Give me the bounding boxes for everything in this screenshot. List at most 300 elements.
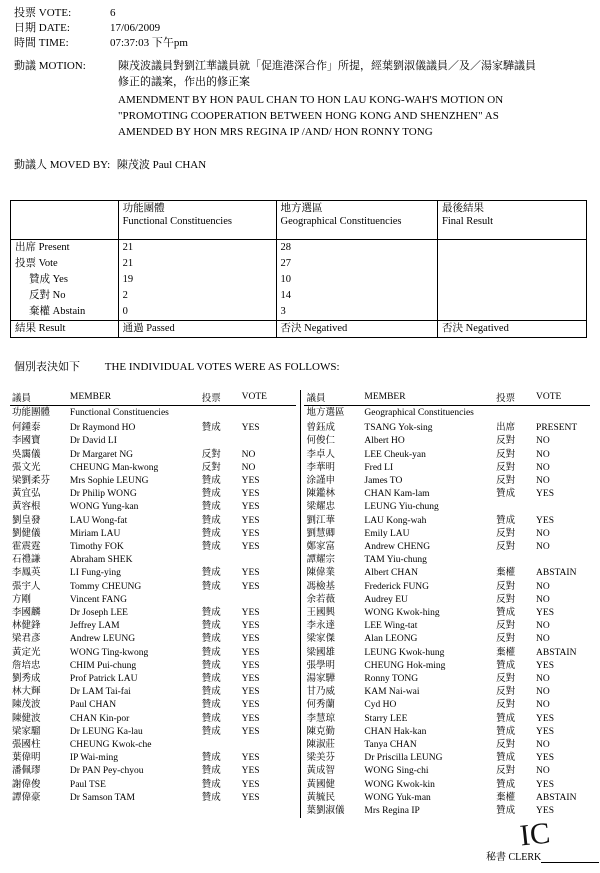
member-name-en: Emily LAU xyxy=(364,528,410,539)
member-name-zh: 梁家傑 xyxy=(306,634,335,645)
member-name-zh: 吳靄儀 xyxy=(12,449,41,460)
member-name-en: Albert HO xyxy=(364,436,405,447)
date-label: 日期 DATE: xyxy=(14,22,70,34)
vote-value-en xyxy=(534,554,590,567)
vote-value-en: YES xyxy=(536,806,554,817)
summary-header-row xyxy=(11,201,587,240)
summary-row-result-fc: 通過 Passed xyxy=(118,321,276,338)
table-row xyxy=(10,541,296,554)
member-name-zh: 梁耀忠 xyxy=(306,502,335,513)
member-name-en: Mrs Regina IP xyxy=(364,806,420,817)
vote-value-en: YES xyxy=(241,753,260,764)
member-name-zh: 陳淑莊 xyxy=(306,740,335,751)
member-name-zh: 林健鋒 xyxy=(12,621,41,632)
vote-value-en: PRESENT xyxy=(536,423,578,434)
member-name-zh: 劉秀成 xyxy=(12,674,41,685)
clerk-signature: IC xyxy=(518,816,552,853)
summary-header-final-zh: 最後結果 xyxy=(442,203,485,214)
member-name-en: Fred LI xyxy=(364,462,394,473)
table-row xyxy=(304,699,590,712)
vote-value-en: YES xyxy=(536,608,554,619)
vote-value-zh: 贊成 xyxy=(201,687,221,698)
table-row xyxy=(10,699,296,712)
member-name-en: Tanya CHAN xyxy=(364,740,417,751)
vote-value-zh: 反對 xyxy=(496,594,516,605)
vote-value-zh: 贊成 xyxy=(201,528,221,539)
member-name-en: LEUNG Kwok-hung xyxy=(364,647,445,658)
individual-votes-heading xyxy=(14,358,340,374)
vote-value-en xyxy=(240,739,296,752)
vote-value-zh: 反對 xyxy=(496,449,516,460)
functional-constituencies-body xyxy=(10,406,296,806)
table-row xyxy=(304,726,590,739)
member-name-en: Dr LAM Tai-fai xyxy=(69,687,131,698)
meta-row-vote xyxy=(14,6,414,21)
member-name-en: CHEUNG Kwok-che xyxy=(69,740,152,751)
member-name-zh: 梁國雄 xyxy=(306,647,335,658)
vote-value-zh: 反對 xyxy=(496,621,516,632)
table-row xyxy=(10,686,296,699)
summary-header-final xyxy=(438,201,587,240)
vote-value-en xyxy=(240,554,296,567)
vote-value-en: YES xyxy=(241,621,260,632)
member-name-zh: 張學明 xyxy=(306,660,335,671)
member-name-zh: 李慧琼 xyxy=(306,713,335,724)
summary-row-result-label: 結果 Result xyxy=(11,321,119,338)
vote-value-en: YES xyxy=(536,779,554,790)
member-name-en: CHAN Hak-kan xyxy=(364,726,427,737)
table-row xyxy=(10,673,296,686)
member-name-zh: 李國寶 xyxy=(12,436,41,447)
vote-value-zh: 反對 xyxy=(496,700,516,711)
vote-value-en: NO xyxy=(536,740,550,751)
table-row xyxy=(10,647,296,660)
table-row xyxy=(10,488,296,501)
vote-value-zh: 贊成 xyxy=(496,660,516,671)
table-row xyxy=(10,620,296,633)
table-row xyxy=(10,726,296,739)
vote-value-zh: 反對 xyxy=(496,542,516,553)
table-row xyxy=(304,779,590,792)
subheading-functional-zh: 功能團體 xyxy=(12,408,51,418)
summary-row-abstain-fr xyxy=(438,304,587,321)
summary-header-geographical xyxy=(276,201,438,240)
summary-header-functional xyxy=(118,201,276,240)
vote-value-en: YES xyxy=(241,581,260,592)
vote-value-zh: 反對 xyxy=(496,766,516,777)
member-name-zh: 詹培忠 xyxy=(12,660,41,671)
motion-block xyxy=(14,58,584,140)
member-name-zh: 甘乃威 xyxy=(306,687,335,698)
vote-value-en: NO xyxy=(536,634,550,645)
subheading-row-geographical xyxy=(304,406,590,423)
vote-value-en: NO xyxy=(536,462,550,473)
vote-value-en: YES xyxy=(241,660,260,671)
table-row xyxy=(10,752,296,765)
vote-value-en: YES xyxy=(241,489,260,500)
summary-row-result-gc: 否決 Negatived xyxy=(276,321,438,338)
time-value: 07:37:03 下午pm xyxy=(110,37,188,49)
member-name-en: CHAN Kam-lam xyxy=(364,489,430,500)
vote-value-zh: 贊成 xyxy=(201,476,221,487)
vote-value-en: YES xyxy=(241,608,260,619)
member-name-zh: 劉江華 xyxy=(306,515,335,526)
table-row xyxy=(304,541,590,554)
motion-line-zh-2: 修正的議案，作出的修正案 xyxy=(118,76,250,88)
header-member-zh-right: 議員 xyxy=(304,390,362,406)
vote-value-en: YES xyxy=(241,647,260,658)
subheading-geographical-en: Geographical Constituencies xyxy=(364,408,474,418)
table-row xyxy=(304,462,590,475)
summary-row-no-fc: 2 xyxy=(118,288,276,304)
member-name-en: Prof Patrick LAU xyxy=(69,674,138,685)
table-row xyxy=(10,633,296,646)
member-name-zh: 林大輝 xyxy=(12,687,41,698)
member-name-zh: 霍震霆 xyxy=(12,542,41,553)
summary-row-result-fr: 否決 Negatived xyxy=(438,321,587,338)
table-row xyxy=(10,475,296,488)
vote-value-en: YES xyxy=(536,515,554,526)
table-row xyxy=(304,647,590,660)
member-name-en: Dr David LI xyxy=(69,436,117,447)
member-name-zh: 王國興 xyxy=(306,608,335,619)
table-row xyxy=(304,501,590,514)
summary-row-no xyxy=(11,288,587,304)
member-name-zh: 李卓人 xyxy=(306,449,335,460)
vote-value-zh: 贊成 xyxy=(201,542,221,553)
member-name-en: CHEUNG Man-kwong xyxy=(69,462,159,473)
summary-row-present-fr xyxy=(438,240,587,257)
member-name-en: LAU Wong-fat xyxy=(69,515,128,526)
table-row xyxy=(304,765,590,778)
member-name-en: Frederick FUNG xyxy=(364,581,430,592)
vote-value-zh: 反對 xyxy=(496,740,516,751)
subheading-functional-en: Functional Constituencies xyxy=(69,408,169,418)
vote-value-zh xyxy=(200,594,240,607)
vote-value-zh xyxy=(494,554,534,567)
vote-value-en: YES xyxy=(241,766,260,777)
member-name-zh: 梁美芬 xyxy=(306,753,335,764)
motion-body xyxy=(118,58,570,140)
table-row xyxy=(304,607,590,620)
table-row xyxy=(10,501,296,514)
member-name-en: Miriam LAU xyxy=(69,528,121,539)
summary-row-present-fc: 21 xyxy=(118,240,276,257)
summary-row-no-label: 反對 No xyxy=(11,288,119,304)
vote-value-zh: 贊成 xyxy=(201,647,221,658)
vote-value-en: ABSTAIN xyxy=(536,792,577,803)
individual-votes-heading-en: THE INDIVIDUAL VOTES WERE AS FOLLOWS: xyxy=(104,361,340,373)
vote-value-en: NO xyxy=(536,581,550,592)
vote-value-zh: 贊成 xyxy=(201,674,221,685)
vote-value-zh: 贊成 xyxy=(201,608,221,619)
vote-value-en: YES xyxy=(241,674,260,685)
motion-line-en-1: AMENDMENT BY HON PAUL CHAN TO HON LAU KONG-WAH'S MOTION ON xyxy=(118,94,504,106)
member-name-en: TAM Yiu-chung xyxy=(364,555,427,566)
vote-value-zh: 反對 xyxy=(496,634,516,645)
table-row xyxy=(304,660,590,673)
clerk-line xyxy=(486,848,599,863)
vote-value-zh: 贊成 xyxy=(201,621,221,632)
member-name-zh: 黃毓民 xyxy=(306,792,335,803)
summary-row-yes-label: 贊成 Yes xyxy=(11,272,119,288)
member-name-en: Mrs Sophie LEUNG xyxy=(69,476,149,487)
member-name-zh: 潘佩璆 xyxy=(12,766,41,777)
member-name-en: Dr Margaret NG xyxy=(69,449,134,460)
member-name-en: WONG Sing-chi xyxy=(364,766,429,777)
table-row xyxy=(304,739,590,752)
motion-label: 動議 MOTION: xyxy=(14,60,86,72)
vote-value-zh: 贊成 xyxy=(201,766,221,777)
member-name-en: Jeffrey LAM xyxy=(69,621,120,632)
vote-value-en: YES xyxy=(241,502,260,513)
member-name-en: Timothy FOK xyxy=(69,542,124,553)
vote-value-en: NO xyxy=(536,621,550,632)
table-row xyxy=(10,422,296,435)
summary-header-functional-zh: 功能團體 xyxy=(122,203,165,214)
summary-row-yes xyxy=(11,272,587,288)
header-vote-en-right: VOTE xyxy=(534,390,590,406)
summary-row-no-gc: 14 xyxy=(276,288,438,304)
table-row xyxy=(304,686,590,699)
vote-value-en: NO xyxy=(241,462,256,473)
member-name-zh: 梁家騮 xyxy=(12,726,41,737)
member-name-en: WONG Ting-kwong xyxy=(69,647,149,658)
member-name-en: Vincent FANG xyxy=(69,594,127,605)
summary-row-present xyxy=(11,240,587,257)
vote-value-zh: 棄權 xyxy=(496,568,516,579)
table-row xyxy=(10,567,296,580)
vote-value-zh: 反對 xyxy=(201,449,221,460)
member-name-zh: 劉健儀 xyxy=(12,528,41,539)
vote-value-zh xyxy=(200,435,240,448)
meta-row-date xyxy=(14,21,414,36)
vote-value-en xyxy=(240,435,296,448)
member-name-zh: 葉偉明 xyxy=(12,753,41,764)
member-name-en: TSANG Yok-sing xyxy=(364,423,433,434)
summary-row-present-label: 出席 Present xyxy=(11,240,119,257)
vote-value-zh: 贊成 xyxy=(496,779,516,790)
vote-value-zh: 贊成 xyxy=(201,423,221,434)
member-name-zh: 張國柱 xyxy=(12,740,41,751)
vote-value-en: NO xyxy=(536,674,550,685)
clerk-signature-line xyxy=(541,852,599,863)
moved-by-value: 陳茂波 Paul CHAN xyxy=(116,159,207,171)
header-member-en-left: MEMBER xyxy=(68,390,200,406)
vote-value-zh: 反對 xyxy=(496,476,516,487)
member-name-en: Dr PAN Pey-chyou xyxy=(69,766,144,777)
member-name-en: Dr Priscilla LEUNG xyxy=(364,753,443,764)
summary-row-abstain-gc: 3 xyxy=(276,304,438,321)
vote-value-en: NO xyxy=(536,766,550,777)
member-name-zh: 陳克勤 xyxy=(306,726,335,737)
vote-value-en: NO xyxy=(536,687,550,698)
member-name-zh: 黃定光 xyxy=(12,647,41,658)
summary-row-vote-fc: 21 xyxy=(118,256,276,272)
member-name-en: WONG Yuk-man xyxy=(364,792,431,803)
moved-by-label: 動議人 MOVED BY: xyxy=(14,159,111,171)
summary-row-vote-fr xyxy=(438,256,587,272)
table-row xyxy=(10,660,296,673)
vote-value-zh: 贊成 xyxy=(201,779,221,790)
vote-value-en: NO xyxy=(241,449,256,460)
member-name-en: Abraham SHEK xyxy=(69,555,133,566)
member-name-zh: 曾鈺成 xyxy=(306,423,335,434)
member-name-zh: 陳茂波 xyxy=(12,700,41,711)
vote-value-zh: 贊成 xyxy=(496,713,516,724)
member-name-en: LEUNG Yiu-chung xyxy=(364,502,439,513)
member-name-en: Dr Raymond HO xyxy=(69,423,136,434)
member-name-zh: 涂謹申 xyxy=(306,476,335,487)
summary-header-blank xyxy=(11,201,119,240)
summary-row-no-fr xyxy=(438,288,587,304)
moved-by-block xyxy=(14,158,206,173)
header-member-zh-left: 議員 xyxy=(10,390,68,406)
summary-row-vote-label: 投票 Vote xyxy=(11,256,119,272)
member-name-en: Andrew LEUNG xyxy=(69,634,136,645)
member-name-zh: 何俊仁 xyxy=(306,436,335,447)
vote-value-en: NO xyxy=(536,449,550,460)
summary-row-yes-gc: 10 xyxy=(276,272,438,288)
member-name-en: WONG Yung-kan xyxy=(69,502,139,513)
table-row xyxy=(10,739,296,752)
summary-row-vote-gc: 27 xyxy=(276,256,438,272)
individual-votes-heading-zh: 個別表決如下 xyxy=(14,361,80,373)
vote-value-en: YES xyxy=(241,792,260,803)
vote-value-en: YES xyxy=(241,713,260,724)
member-name-zh: 譚偉豪 xyxy=(12,792,41,803)
member-name-zh: 張文光 xyxy=(12,462,41,473)
table-row xyxy=(10,607,296,620)
member-name-zh: 李華明 xyxy=(306,462,335,473)
vote-value-en: YES xyxy=(536,726,554,737)
geographical-constituencies-table xyxy=(304,390,590,818)
table-row xyxy=(10,594,296,607)
member-name-en: James TO xyxy=(364,476,403,487)
vote-value-zh: 出席 xyxy=(496,423,516,434)
table-row xyxy=(304,567,590,580)
summary-row-yes-fr xyxy=(438,272,587,288)
summary-table xyxy=(10,200,587,338)
table-row xyxy=(10,713,296,726)
member-name-en: LAU Kong-wah xyxy=(364,515,427,526)
vote-label: 投票 VOTE: xyxy=(14,7,72,19)
member-name-en: IP Wai-ming xyxy=(69,753,118,764)
date-value: 17/06/2009 xyxy=(110,22,161,34)
member-name-zh: 陳鑑林 xyxy=(306,489,335,500)
summary-row-yes-fc: 19 xyxy=(118,272,276,288)
member-name-en: Dr Joseph LEE xyxy=(69,608,128,619)
vote-value-zh: 贊成 xyxy=(201,502,221,513)
vote-value-en: YES xyxy=(241,423,260,434)
subheading-row-functional xyxy=(10,406,296,423)
vote-value-zh: 贊成 xyxy=(201,726,221,737)
vote-value-en: YES xyxy=(241,700,260,711)
vote-value-zh: 贊成 xyxy=(201,515,221,526)
vote-value-zh: 反對 xyxy=(201,462,221,473)
individual-votes-tables xyxy=(10,390,590,818)
member-name-en: Dr Philip WONG xyxy=(69,489,137,500)
member-name-zh: 陳健波 xyxy=(12,713,41,724)
vote-value-zh: 贊成 xyxy=(201,753,221,764)
member-name-zh: 陳偉業 xyxy=(306,568,335,579)
member-name-zh: 湯家驊 xyxy=(306,674,335,685)
subheading-geographical-zh: 地方選區 xyxy=(306,408,345,418)
member-name-en: Tommy CHEUNG xyxy=(69,581,142,592)
vote-value-en: YES xyxy=(536,713,554,724)
vote-value-zh: 贊成 xyxy=(496,806,516,817)
summary-row-abstain-fc: 0 xyxy=(118,304,276,321)
member-name-zh: 黃容根 xyxy=(12,502,41,513)
vote-value-zh: 贊成 xyxy=(201,489,221,500)
member-name-en: Paul TSE xyxy=(69,779,106,790)
member-name-zh: 謝偉俊 xyxy=(12,779,41,790)
table-row xyxy=(10,449,296,462)
header-vote-zh-left: 投票 xyxy=(200,390,240,406)
vote-value-zh: 贊成 xyxy=(496,753,516,764)
member-name-zh: 劉慧卿 xyxy=(306,528,335,539)
member-name-zh: 李鳳英 xyxy=(12,568,41,579)
vote-value-en: NO xyxy=(536,700,550,711)
vote-value-en: YES xyxy=(241,528,260,539)
vote-value-zh xyxy=(200,554,240,567)
vote-value-zh: 贊成 xyxy=(201,700,221,711)
summary-header-geographical-zh: 地方選區 xyxy=(280,203,323,214)
member-name-zh: 何秀蘭 xyxy=(306,700,335,711)
table-row xyxy=(304,422,590,435)
member-name-zh: 梁君彥 xyxy=(12,634,41,645)
vote-value-zh: 反對 xyxy=(496,687,516,698)
table-row xyxy=(10,528,296,541)
table-row xyxy=(304,488,590,501)
member-name-zh: 黃國健 xyxy=(306,779,335,790)
vote-value-en: YES xyxy=(241,476,260,487)
member-name-zh: 梁劉柔芬 xyxy=(12,476,51,487)
table-row xyxy=(10,515,296,528)
vote-value-zh xyxy=(200,739,240,752)
table-row xyxy=(304,554,590,567)
vote-value-en: YES xyxy=(241,779,260,790)
vote-value-zh: 棄權 xyxy=(496,647,516,658)
motion-line-en-3: AMENDED BY HON MRS REGINA IP /AND/ HON RONNY TONG xyxy=(118,126,433,138)
summary-row-abstain xyxy=(11,304,587,321)
time-label: 時間 TIME: xyxy=(14,37,69,49)
table-row xyxy=(304,620,590,633)
vote-value-en: YES xyxy=(536,489,554,500)
member-name-en: LEE Cheuk-yan xyxy=(364,449,426,460)
vote-value-zh: 贊成 xyxy=(201,634,221,645)
column-divider xyxy=(300,390,301,818)
vote-value-en: YES xyxy=(241,568,260,579)
summary-row-vote xyxy=(11,256,587,272)
vote-value-zh xyxy=(494,501,534,514)
member-name-en: LEE Wing-tat xyxy=(364,621,418,632)
member-name-en: WONG Kwok-hing xyxy=(364,608,440,619)
summary-row-present-gc: 28 xyxy=(276,240,438,257)
member-name-en: CHAN Kin-por xyxy=(69,713,130,724)
vote-value-zh: 贊成 xyxy=(496,726,516,737)
vote-value-en xyxy=(534,501,590,514)
member-name-en: Paul CHAN xyxy=(69,700,117,711)
member-name-en: Starry LEE xyxy=(364,713,408,724)
vote-value-en: NO xyxy=(536,528,550,539)
member-name-en: Andrew CHENG xyxy=(364,542,431,553)
member-name-en: WONG Kwok-kin xyxy=(364,779,435,790)
vote-value-en: NO xyxy=(536,594,550,605)
summary-row-abstain-label: 棄權 Abstain xyxy=(11,304,119,321)
member-name-zh: 張宇人 xyxy=(12,581,41,592)
table-row xyxy=(304,449,590,462)
